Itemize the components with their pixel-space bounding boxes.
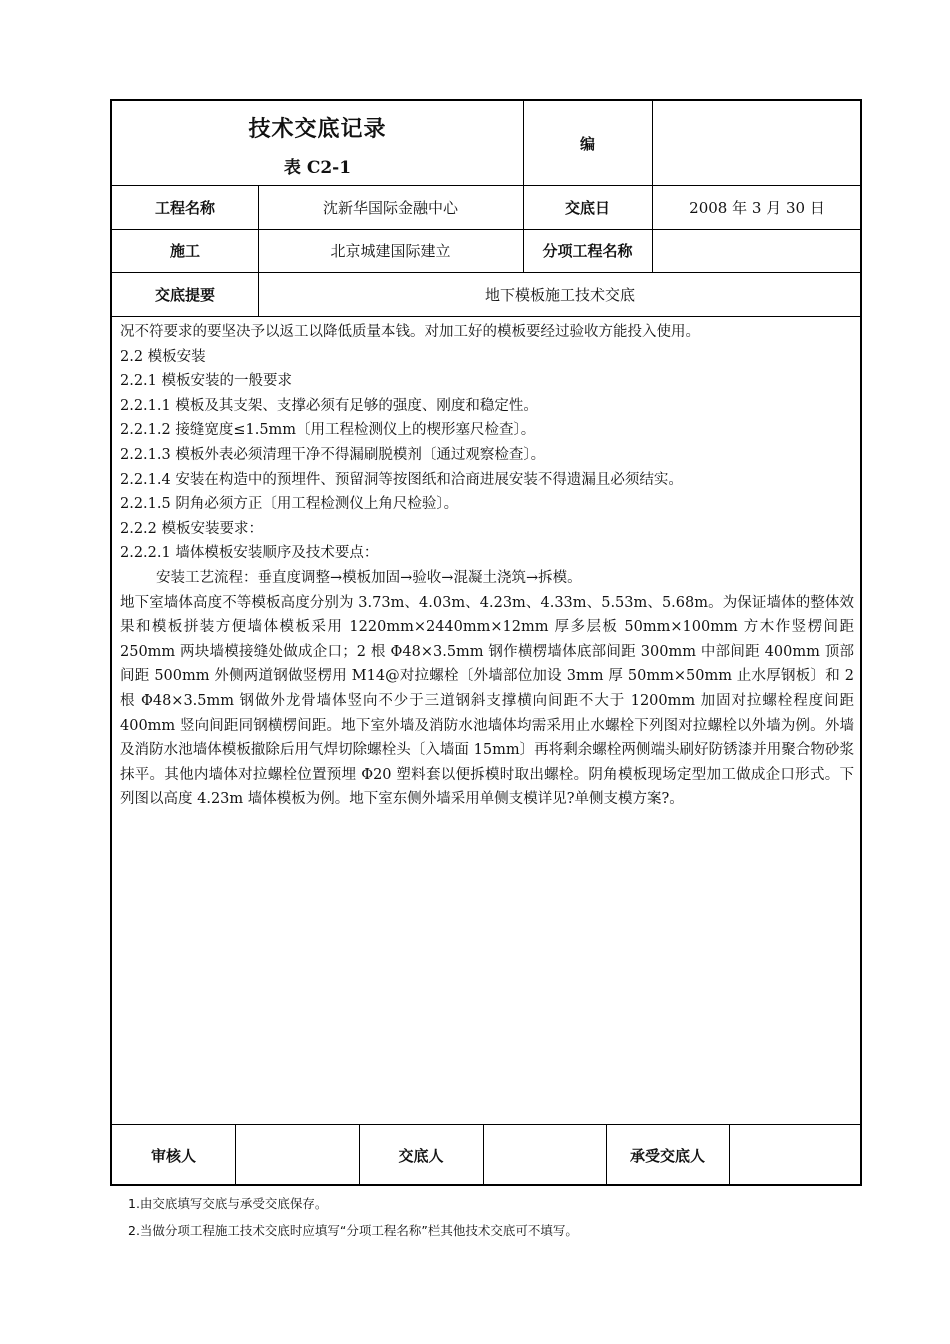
- content-line: 2.2.1 模板安装的一般要求: [120, 373, 293, 390]
- content-paragraph: 地下室墙体高度不等模板高度分别为 3.73m、4.03m、4.23m、4.33m、5.53m、5.68m。为保证墙体的整体效果和模板拼装方便墙体模板采用 1220mm×2440mm×12mm 厚多层板 50mm×100mm 方木作竖楞间距 250mm 两块墙模接缝处做成企口；2 根 Φ48×3.5mm 钢作横楞墙体底部间距 300mm 中部间距 400mm 顶部间距 500mm 外侧两道钢做竖楞用 M14@对拉螺栓〔外墙部位加设 3mm 厚 50mm×50mm 止水厚钢板〕和 2 根 Φ48×3.5mm 钢做外龙骨墙体竖向不少于三道钢斜支撑横向间距不大于 1200mm 加固对拉螺栓程度间距 400mm 竖向间距同钢横楞间距。地下室外墙及消防水池墙体均需采用止水螺栓下列图对拉螺栓以外墙为例。外墙及消防水池墙体模板撤除后用气焊切除螺栓头〔入墙面 15mm〕再将剩余螺栓两侧端头刷好防锈漆并用聚合物砂浆抹平。其他内墙体对拉螺栓位置预埋 Φ20 塑料套以便拆模时取出螺栓。阴角模板现场定型加工做成企口形式。下列图以高度 4.23m 墙体模板为例。地下室东侧外墙采用单侧支模详见?单侧支模方案?。: [120, 594, 854, 808]
- content-line: 2.2.1.5 阴角必须方正〔用工程检测仪上角尺检验〕。: [120, 496, 459, 513]
- content-line: 2.2.1.2 接缝宽度≤1.5mm〔用工程检测仪上的楔形塞尺检查〕。: [120, 422, 536, 439]
- contractor-label: 施工: [169, 242, 200, 260]
- sub-project-value[interactable]: [652, 229, 862, 272]
- technical-briefing-form: [110, 99, 862, 1186]
- content-line: 2.2.2 模板安装要求：: [120, 520, 264, 537]
- presenter-label: 交底人: [398, 1146, 444, 1165]
- reviewer-field[interactable]: [235, 1124, 359, 1186]
- project-name-value[interactable]: 沈新华国际金融中心: [322, 198, 458, 217]
- footnote: 2.当做分项工程施工技术交底时应填写“分项工程名称”栏其他技术交底可不填写。: [128, 1223, 578, 1238]
- date-label: 交底日: [564, 198, 610, 217]
- sub-project-label: 分项工程名称: [542, 242, 633, 260]
- summary-value[interactable]: 地下模板施工技术交底: [484, 285, 635, 304]
- form-title-cell: [112, 101, 523, 185]
- row-divider: [112, 316, 860, 317]
- receiver-label: 承受交底人: [629, 1146, 705, 1165]
- content-line: 2.2 模板安装: [120, 348, 206, 365]
- content-line: 2.2.2.1 墙体模板安装顺序及技术要点：: [120, 545, 379, 562]
- date-value[interactable]: 2008 年 3 月 30 日: [689, 198, 825, 217]
- receiver-field[interactable]: [729, 1124, 860, 1186]
- presenter-field[interactable]: [483, 1124, 606, 1186]
- project-name-label: 工程名称: [154, 198, 215, 217]
- contractor-value[interactable]: 北京城建国际建立: [330, 242, 451, 260]
- content-line: 2.2.1.3 模板外表必须清理干净不得漏刷脱模剂〔通过观察检查〕。: [120, 446, 546, 463]
- briefing-content: [120, 320, 854, 812]
- content-line: 2.2.1.4 安装在构造中的预埋件、预留洞等按图纸和洽商进展安装不得遗漏且必须结实。: [120, 471, 683, 488]
- reviewer-label: 审核人: [150, 1146, 196, 1165]
- form-title: 技术交底记录: [248, 117, 387, 142]
- footnotes: [128, 1190, 578, 1244]
- number-label: 编: [579, 134, 595, 153]
- content-line: 2.2.1.1 模板及其支架、支撑必须有足够的强度、刚度和稳定性。: [120, 397, 538, 414]
- process-flow: 安装工艺流程：垂直度调整→模板加固→验收→混凝土浇筑→拆模。: [156, 569, 582, 586]
- summary-label: 交底提要: [154, 285, 215, 304]
- content-line: 况不符要求的要坚决予以返工以降低质量本钱。对加工好的模板要经过验收方能投入使用。: [120, 324, 700, 340]
- form-code: 表 C2-1: [283, 158, 352, 178]
- number-value[interactable]: [652, 101, 862, 185]
- footnote: 1.由交底填写交底与承受交底保存。: [128, 1196, 328, 1211]
